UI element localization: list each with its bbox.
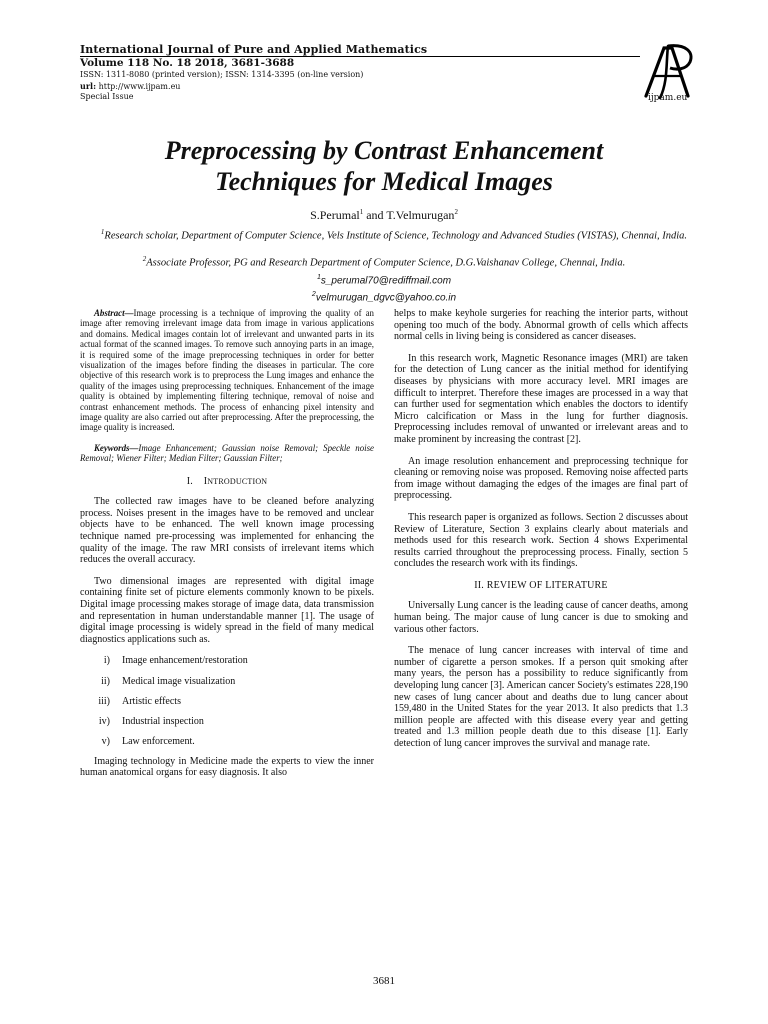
list-item-text: Image enhancement/restoration [122, 655, 248, 667]
list-item-number: i) [103, 655, 110, 667]
keywords [80, 443, 374, 464]
email-1-sup: 1 [316, 274, 321, 281]
list-item-text: Artistic effects [122, 695, 181, 707]
special-issue-label: Special Issue [80, 92, 134, 101]
journal-issn: ISSN: 1311-8080 (printed version); ISSN: 1314-3395 (on-line version) [80, 70, 364, 79]
list-item-number: iv) [98, 715, 110, 727]
aff-1-text: Research scholar, Department of Computer Science, Vels Institute of Science, Technology and Advanced Studies (VISTAS), Chennai, India. [104, 230, 688, 242]
review-paragraph-1: Universally Lung cancer is the leading cause of cancer deaths, among human being. The major cause of lung cancer is due to smoking and various other factors. [394, 600, 688, 635]
url-label: url: [80, 81, 97, 91]
intro-paragraph-5: An image resolution enhancement and preprocessing technique for cleaning or removing noise was proposed. Removing noise affected parts from image without damaging the edges of the images are final part of preprocessing. [394, 455, 688, 502]
keywords-lead: Keywords— [94, 442, 139, 453]
intro-paragraph-4: In this research work, Magnetic Resonance images (MRI) are taken for the detection of Lung cancer as the initial method for identifying diseases by physicians with more accuracy level. MRI images are difficult to interpret. Therefore these images are processed in a way that can further used for segmentation which enables the doctors to identify Micro calcification or Mass in the lung for further diagnosis. Preprocessing includes removal of unwanted or irrelevant areas and to make prominent by increasing the contrast [2]. [394, 352, 688, 445]
url-link[interactable]: http://www.ijpam.eu [98, 82, 181, 91]
list-item-number: iii) [98, 695, 110, 707]
author-2: T.Velmurugan [386, 208, 455, 222]
journal-volume: Volume 118 No. 18 2018, 3681-3688 [80, 57, 295, 69]
email-1 [80, 274, 688, 286]
right-column [394, 308, 688, 760]
author-1: S.Perumal [310, 208, 360, 222]
review-paragraph-2: The menace of lung cancer increases with interval of time and number of cigarette a person smokes. If a person quit smoking after many years, the person has a possibility to reduce significantly from developing lung cancer [3]. American cancer Society's estimates 228,190 new cases of lung cancer about and deaths due to lung cancer about 159,480 in the United States for the year 2013. It also predicts that 1.3 million people are affected with this disease every year and getting treated and 1.3 million people death due to this disease [1]. Early detection of lung cancer improves the survival and manage rate. [394, 645, 688, 749]
list-item [80, 736, 374, 748]
author-and: and [363, 208, 387, 222]
sec1-number: I. [186, 475, 193, 487]
sec1-rest: NTRODUCTION [207, 476, 268, 486]
authors [80, 208, 688, 223]
intro-paragraph-continued: helps to make keyhole surgeries for reaching the interior parts, without opening too much of the body. Abnormal growth of cells which affects normal cells in living being is considered as cancer diseases. [394, 308, 688, 343]
affiliation-1 [100, 226, 688, 243]
email-2-address[interactable]: velmurugan_dgvc@yahoo.co.in [315, 292, 457, 304]
email-2-sup: 2 [311, 291, 316, 298]
email-2 [80, 291, 688, 303]
author-2-sup: 2 [454, 208, 458, 216]
list-item [80, 696, 374, 708]
aff-2-sup: 2 [142, 255, 147, 263]
list-item [80, 676, 374, 688]
list-item [80, 655, 374, 667]
paper-title [80, 135, 688, 197]
list-item [80, 716, 374, 728]
left-column [80, 308, 374, 789]
abstract [80, 308, 374, 433]
intro-paragraph-2: Two dimensional images are represented with digital image containing finite set of picture elements commonly known to be pixels. Digital image processing makes storage of image data, data transmission and representation in human understandable manner [1]. The usage of digital image processing is widely spread in the field of many medical diagnostics applications such as. [80, 575, 374, 645]
keywords-text: Image Enhancement; Gaussian noise Removal; Speckle noise Removal; Wiener Filter; Median Filter; Gaussian Filter; [80, 442, 374, 464]
intro-paragraph-1: The collected raw images have to be cleaned before analyzing process. Noises present in the images have to be removed and unclear objects have to be enhanced. The well known image processing technique named pre-processing was implemented for enhancing the quality of the image. The raw MRI consists of irrelevant items which reduces the overall accuracy. [80, 496, 374, 566]
list-item-text: Medical image visualization [122, 675, 236, 687]
list-item-number: v) [101, 735, 110, 747]
title-line-1: Preprocessing by Contrast Enhancement [164, 136, 604, 165]
section-heading-review: II. REVIEW OF LITERATURE [474, 579, 608, 591]
intro-paragraph-6: This research paper is organized as follows. Section 2 discusses about Review of Literature, Section 3 explains clearly about materials and methods used for this research work. Section 4 shows Experimental results carried throughout the preprocessing process. Finally, section 5 concludes the research work with its findings. [394, 511, 688, 570]
affiliation-2 [80, 255, 688, 269]
section-heading-introduction [80, 476, 374, 488]
title-line-2: Techniques for Medical Images [215, 167, 553, 196]
list-item-text: Industrial inspection [122, 715, 204, 727]
application-list [80, 655, 374, 747]
journal-name: International Journal of Pure and Applied Mathematics [80, 43, 428, 56]
sec1-first-letter: I [203, 475, 208, 487]
abstract-lead: Abstract— [94, 308, 134, 318]
aff-2-text: Associate Professor, PG and Research Department of Computer Science, D.G.Vaishanav College, Chennai, India. [146, 257, 626, 269]
list-item-text: Law enforcement. [122, 735, 195, 747]
page-number: 3681 [373, 975, 395, 987]
logo-caption: ijpam.eu [648, 93, 688, 103]
intro-paragraph-3: Imaging technology in Medicine made the experts to view the inner human anatomical organs for easy diagnosis. It also [80, 755, 374, 779]
abstract-text: Image processing is a technique of improving the quality of an image after removing irrelevant image data from image in various applications and domains. Medical images contain lot of irrelevant and unwanted parts in its actual format of the scanned images. To remove such annoying parts in an image, it is required some of the image preprocessing techniques in order for better visualization of the images before finding the diseases in particular. The core objective of this research work is to preprocess the Lung images and enhance the quality of the images using preprocessing techniques. Enhancement of the image quality is obtained by implementing filtering technique, removal of noise and contrast enhancement methods. The process of enhancing pixel intensity and image quality are also carried out after preprocessing. After the preprocessing, the image quality is increased. [80, 308, 374, 433]
author-1-sup: 1 [359, 208, 364, 216]
email-1-address[interactable]: s_perumal70@rediffmail.com [320, 275, 452, 287]
journal-url [80, 81, 180, 91]
aff-1-sup: 1 [100, 228, 105, 236]
list-item-number: ii) [101, 675, 110, 687]
